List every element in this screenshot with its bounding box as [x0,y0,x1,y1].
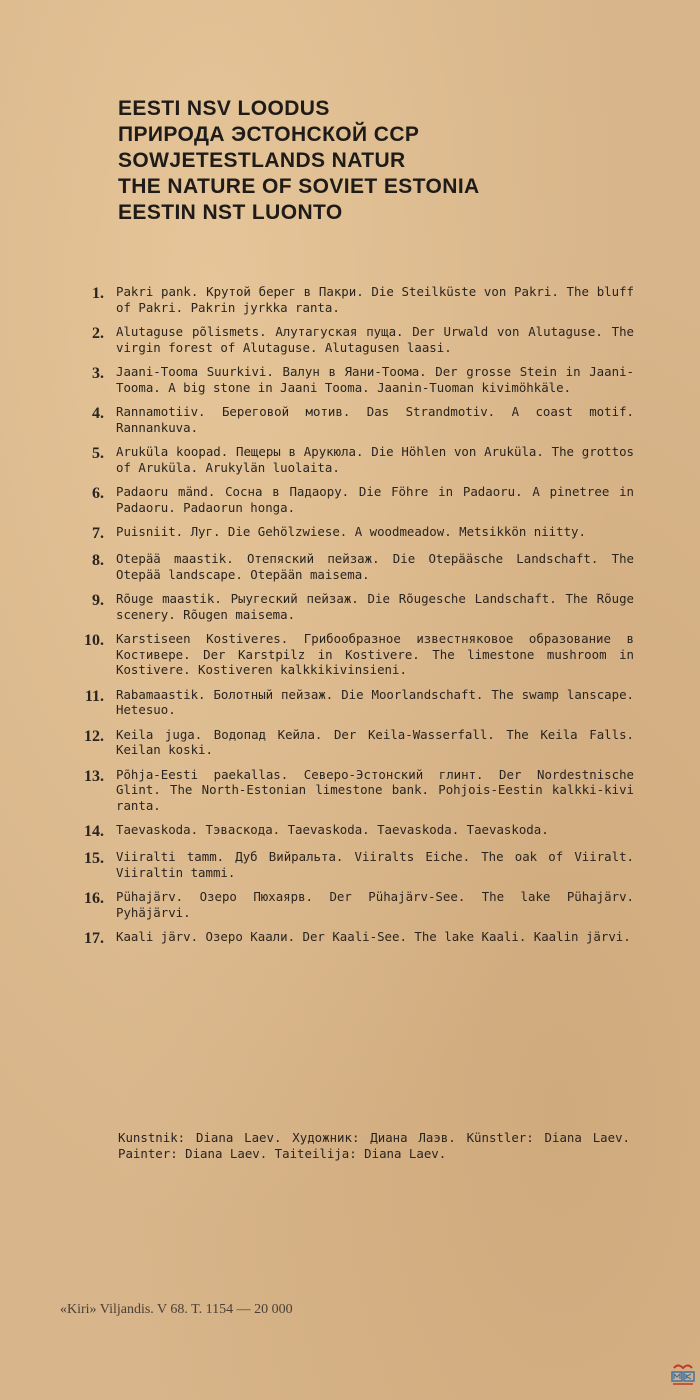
list-item [74,404,634,435]
list-item [74,727,634,758]
item-text: Puisniit. Луг. Die Gehölzwiese. A woodmeadow. Metsikkön niitty. [116,524,586,539]
list-item [74,849,634,880]
library-stamp-icon [670,1362,696,1392]
title-german: SOWJETESTLANDS NATUR [118,149,406,172]
item-number: 3. [92,365,104,382]
item-number: 11. [84,687,104,705]
item-number: 16. [84,890,104,907]
list-item [74,889,634,920]
item-text: Kaali järv. Озеро Каали. Der Kaali-See. The lake Kaali. Kaalin järvi. [116,929,631,944]
item-text: Pakri pank. Крутой берег в Пакри. Die Steilküste von Pakri. The bluff of Pakri. Pakrin jyrkka ranta. [116,284,634,315]
list-item [74,324,634,355]
item-number: 15. [84,850,104,867]
item-number: 9. [92,592,104,609]
list-item [74,591,634,622]
item-text: Rannamotiiv. Береговой мотив. Das Strandmotiv. A coast motif. Rannankuva. [116,404,634,435]
list-item [74,444,634,475]
item-number: 1. [92,285,104,302]
item-number: 4. [92,405,104,422]
list-item [74,524,634,542]
list-item [74,822,634,840]
title-russian: ПРИРОДА ЭСТОНСКОЙ ССР [118,123,420,146]
title-block [118,96,480,226]
artist-credit: Kunstnik: Diana Laev. Художник: Диана Лаэв. Künstler: Diana Laev. Painter: Diana Laev. Taiteilija: Diana Laev. [118,1130,630,1161]
item-text: Pühajärv. Озеро Пюхаярв. Der Pühajärv-See. The lake Pühajärv. Pyhäjärvi. [116,889,634,920]
item-text: Otepää maastik. Отепяский пейзаж. Die Otepääsche Landschaft. The Otepää landscape. Otepään maisema. [116,551,634,582]
list-item [74,631,634,678]
item-text: Karstiseen Kostiveres. Грибообразное известняковое образование в Костивере. Der Karstpilz in Kostivere. The limestone mushroom in Kostivere. Kostiveren kalkkikivinsieni. [116,631,634,677]
item-number: 12. [84,727,104,745]
list-item [74,929,634,947]
item-number: 17. [84,930,104,947]
item-text: Jaani-Tooma Suurkivi. Валун в Яани-Тоома. Der grosse Stein in Jaani-Tooma. A big stone in Jaani Tooma. Jaanin-Tuoman kivimöhkäle. [116,364,634,395]
list-item [74,364,634,395]
item-number: 13. [84,767,104,785]
item-number: 6. [92,485,104,502]
list-item [74,551,634,582]
item-text: Viiralti tamm. Дуб Вийральта. Viiralts Eiche. The oak of Viiralt. Viiraltin tammi. [116,849,634,880]
title-finnish: EESTIN NST LUONTO [118,201,343,224]
list-item [74,687,634,718]
item-number: 10. [84,632,104,649]
list-item [74,484,634,515]
item-text: Padaoru mänd. Сосна в Падаору. Die Föhre in Padaoru. A pinetree in Padaoru. Padaorun honga. [116,484,634,515]
item-text: Põhja-Eesti paekallas. Северо-Эстонский глинт. Der Nordestnische Glint. The North-Estonian limestone bank. Pohjois-Eestin kalkki-kivi ranta. [116,766,634,813]
printer-imprint: «Kiri» Viljandis. V 68. T. 1154 — 20 000 [60,1302,293,1317]
item-text: Alutaguse põlismets. Алутагуская пуща. Der Urwald von Alutaguse. The virgin forest of Alutaguse. Alutagusen laasi. [116,324,634,355]
item-text: Rabamaastik. Болотный пейзаж. Die Moorlandschaft. The swamp lanscape. Hetesuo. [116,686,634,717]
item-number: 14. [84,823,104,840]
item-number: 7. [92,525,104,542]
item-number: 2. [92,325,104,342]
list-item [74,767,634,814]
item-text: Aruküla koopad. Пещеры в Арукюла. Die Höhlen von Aruküla. The grottos of Aruküla. Arukylän luolaita. [116,444,634,475]
item-text: Taevaskoda. Тэваскода. Taevaskoda. Taevaskoda. Taevaskoda. [116,822,549,837]
title-english: THE NATURE OF SOVIET ESTONIA [118,175,480,198]
item-number: 5. [92,445,104,462]
item-text: Keila juga. Водопад Кейла. Der Keila-Wasserfall. The Keila Falls. Keilan koski. [116,726,634,757]
list-item [74,284,634,315]
item-text: Rõuge maastik. Рыугеский пейзаж. Die Rõugesche Landschaft. The Rõuge scenery. Rõugen maisema. [116,591,634,622]
item-number: 8. [92,552,104,569]
picture-list [74,284,634,956]
title-estonian: EESTI NSV LOODUS [118,97,330,120]
